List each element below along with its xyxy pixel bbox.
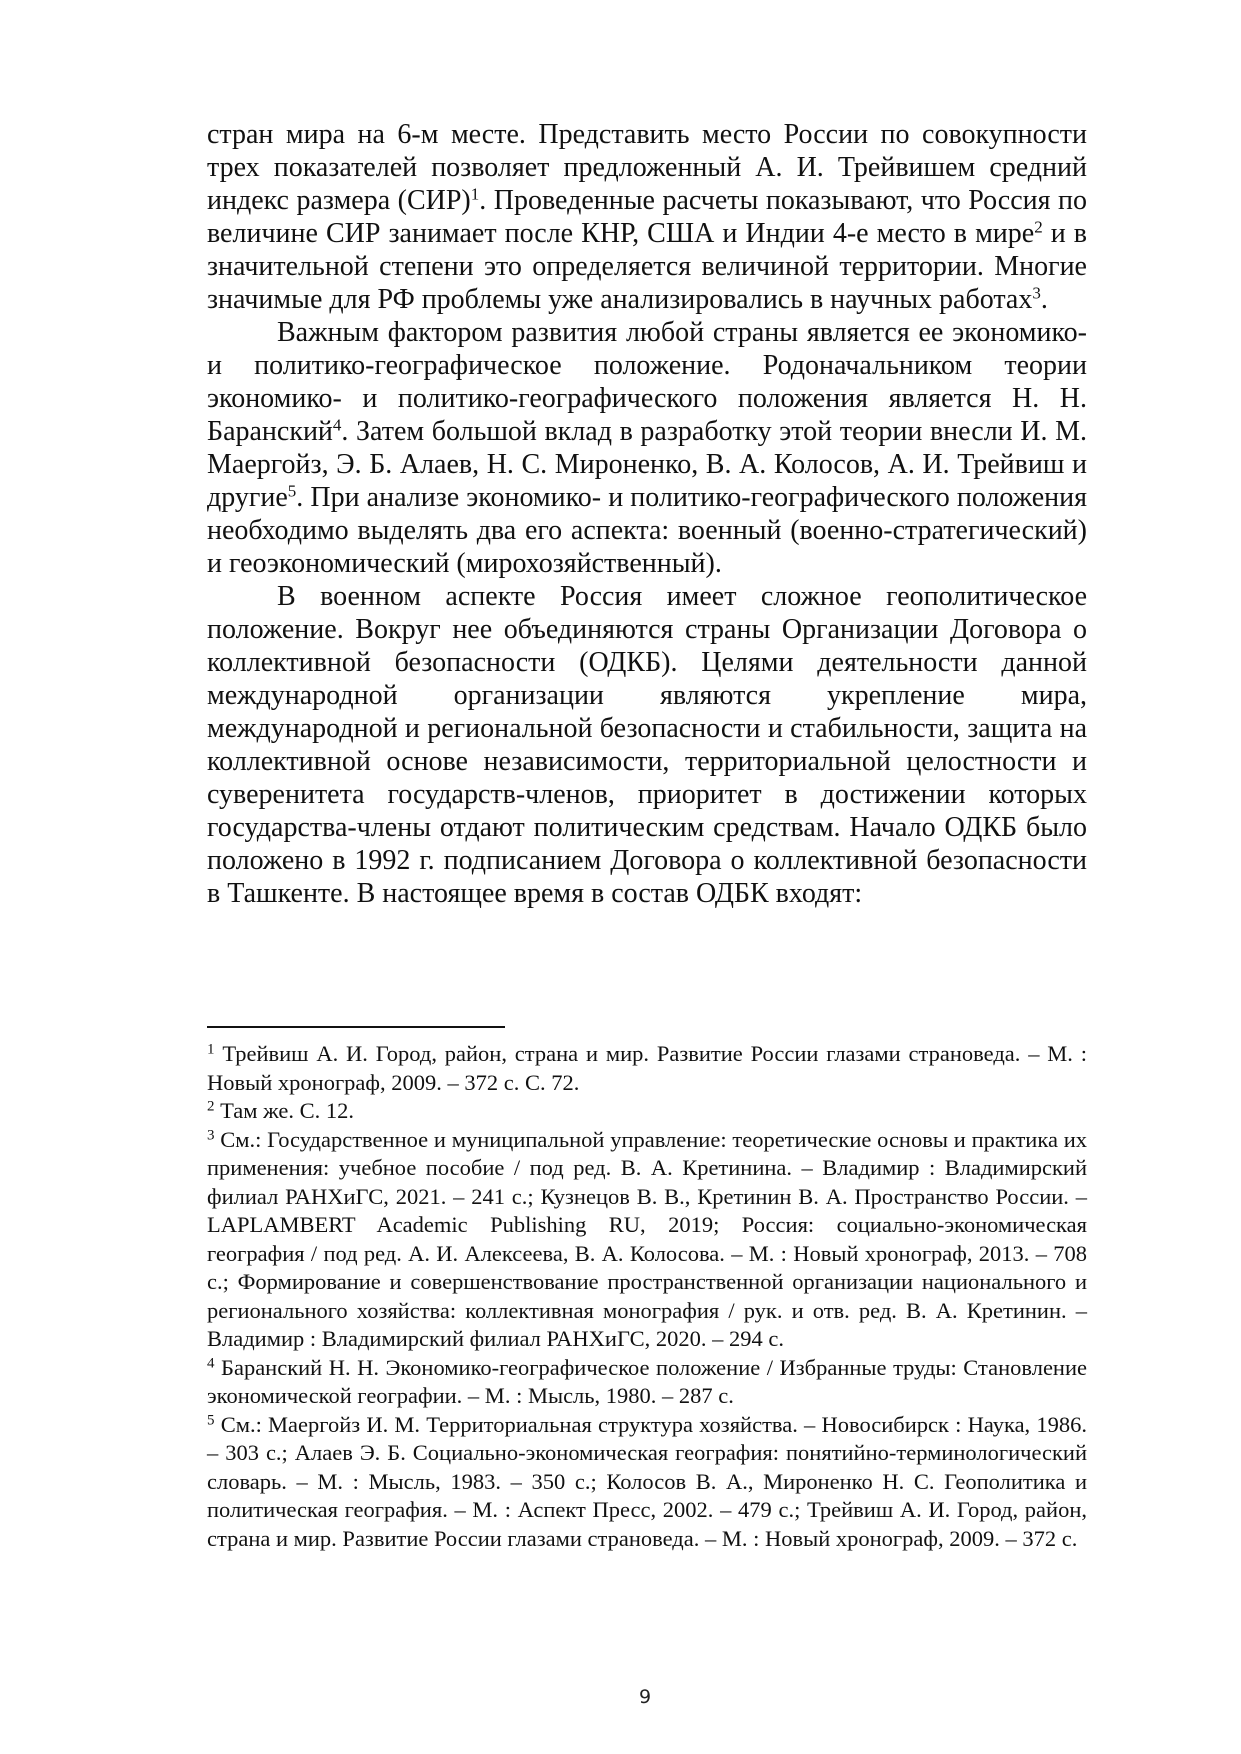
body-text (207, 118, 1087, 910)
footnote-number: 4 (207, 1355, 215, 1371)
footnote-text: См.: Государственное и муниципальной управление: теоретические основы и практика их применения: учебное пособие / под ред. В. А. Кретинина. – Владимир : Владимирский филиал РАНХиГС, 2021. – 241 с.; Кузнецов В. В., Кретинин В. А. Пространство России. – LAPLAMBERT Academic Publishing RU, 2019; Россия: социально-экономическая география / под ред. А. И. Алексеева, В. А. Колосова. – М. : Новый хронограф, 2013. – 708 с.; Формирование и совершенствование пространственной организации национального и регионального хозяйства: коллективная монография / рук. и отв. ред. В. А. Кретинин. – Владимир : Владимирский филиал РАНХиГС, 2020. – 294 с. (207, 1126, 1088, 1351)
footnote-number: 1 (207, 1041, 215, 1058)
footnote-number: 3 (207, 1127, 215, 1143)
footnote (207, 1411, 1087, 1554)
footnote-text: Баранский Н. Н. Экономико-географическое положение / Избранные труды: Становление экономической географии. – М. : Мысль, 1980. – 287 с. (207, 1354, 1088, 1408)
footnote-text: См.: Маергойз И. М. Территориальная структура хозяйства. – Новосибирск : Наука, 1986. – 303 с.; Алаев Э. Б. Социально-экономическая география: понятийно-терминологический словарь. – М. : Мысль, 1983. – 350 с.; Колосов В. А., Мироненко Н. С. Геополитика и политическая география. – М. : Аспект Пресс, 2002. – 479 с.; Трейвиш А. И. Город, район, страна и мир. Развитие России глазами страноведа. – М. : Новый хронограф, 2009. – 372 с. (207, 1411, 1088, 1551)
paragraph (207, 118, 1087, 316)
paragraph-text: В военном аспекте Россия имеет сложное геополитическое положение. Вокруг нее объединяются страны Организации Договора о коллективной безопасности (ОДКБ). Целями деятельности данной международной организации являются укрепление мира, международной и региональной безопасности и стабильности, защита на коллективной основе независимости, территориальной целостности и суверенитета государств-членов, приоритет в достижении которых государства-члены отдают политическим средствам. Начало ОДКБ было положено в 1992 г. подписанием Договора о коллективной безопасности в Ташкенте. В настоящее время в состав ОДБК входят: (207, 581, 1087, 909)
paragraph-text: . Проведенные расчеты показывают, что Россия по величине СИР занимает после КНР, США и Индии 4-е место в мире (207, 185, 1087, 249)
page-number: 9 (638, 1686, 652, 1708)
paragraph-text: . (1040, 284, 1048, 315)
footnote-ref[interactable]: 4 (332, 415, 342, 435)
paragraph-text: стран мира на 6-м месте. Представить место России по совокупности трех показателей позволяет предложенный А. И. Трейвишем средний индекс размера (СИР) (207, 119, 1087, 216)
footnote-text: Трейвиш А. И. Город, район, страна и мир. Развитие России глазами страноведа. – М. : Новый хронограф, 2009. – 372 с. С. 72. (207, 1041, 1088, 1095)
footnote-text: Там же. С. 12. (220, 1098, 355, 1123)
footnote (207, 1126, 1087, 1354)
footnotes (207, 1040, 1087, 1553)
footnote-number: 5 (207, 1412, 215, 1428)
paragraph-text: . Затем большой вклад в разработку этой теории внесли И. М. Маергойз, Э. Б. Алаев, Н. С. Мироненко, В. А. Колосов, А. И. Трейвиш и другие (207, 416, 1087, 513)
footnote-ref[interactable]: 1 (470, 184, 480, 204)
footnote (207, 1097, 1087, 1126)
paragraph-text: Важным фактором развития любой страны является ее экономико- и политико-географическое положение. Родоначальником теории экономико- и политико-географического положения является Н. Н. Баранский (207, 317, 1087, 447)
paragraph (207, 316, 1087, 580)
paragraph-text: и в значительной степени это определяется величиной территории. Многие значимые для РФ проблемы уже анализировались в научных работах (207, 218, 1087, 315)
footnote (207, 1040, 1087, 1097)
footnote (207, 1354, 1087, 1411)
footnote-number: 2 (207, 1098, 215, 1115)
paragraph (207, 580, 1087, 910)
paragraph-text: . При анализе экономико- и политико-географического положения необходимо выделять два его аспекта: военный (военно-стратегический) и геоэкономический (мирохозяйственный). (207, 482, 1087, 579)
footnote-ref[interactable]: 5 (287, 481, 297, 501)
footnote-separator (207, 1026, 505, 1028)
footnote-ref[interactable]: 2 (1034, 217, 1043, 237)
footnote-ref[interactable]: 3 (1032, 283, 1041, 303)
